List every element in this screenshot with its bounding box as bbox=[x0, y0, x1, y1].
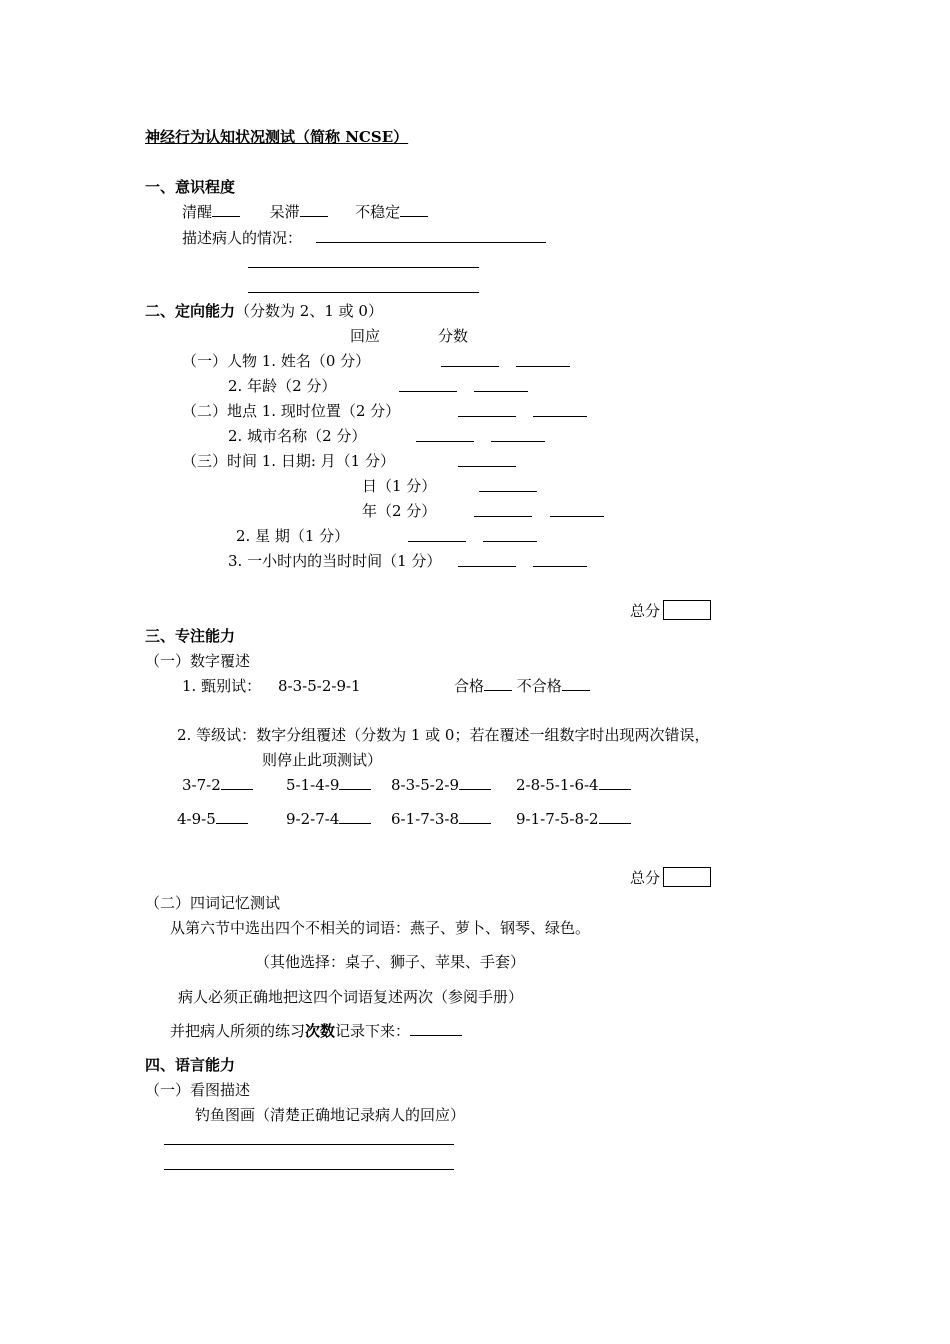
sequence-blank[interactable] bbox=[216, 809, 248, 824]
screening-test-label: 1. 甄别试： bbox=[182, 677, 262, 695]
sequence-blank[interactable] bbox=[221, 775, 253, 790]
response-blank[interactable] bbox=[474, 516, 532, 517]
fail-label: 不合格 bbox=[516, 677, 562, 695]
graded-test-line-2: 则停止此项测试） bbox=[262, 751, 383, 769]
sequence-blank[interactable] bbox=[339, 809, 371, 824]
option-unstable-label: 不稳定 bbox=[355, 203, 401, 221]
column-header-response: 回应 bbox=[350, 327, 381, 345]
describe-patient-label: 描述病人的情况： bbox=[182, 229, 303, 247]
section-heading-orientation: 二、定向能力 bbox=[145, 302, 236, 320]
orientation-score-note: （分数为 2、1 或 0） bbox=[235, 302, 383, 320]
response-blank[interactable] bbox=[458, 466, 516, 467]
attention-total-box[interactable] bbox=[663, 867, 711, 887]
orientation-person-name: （一）人物 1. 姓名（0 分） bbox=[182, 352, 371, 370]
option-alert-label: 清醒 bbox=[182, 203, 213, 221]
four-words-instruction: 从第六节中选出四个不相关的词语：燕子、萝卜、钢琴、绿色。 bbox=[170, 919, 591, 937]
orientation-time-year: 年（2 分） bbox=[362, 502, 437, 520]
option-dull-blank[interactable] bbox=[300, 202, 328, 217]
describe-line-1[interactable] bbox=[316, 242, 546, 243]
orientation-total-box[interactable] bbox=[663, 600, 711, 620]
alternative-words: （其他选择：桌子、狮子、苹果、手套） bbox=[255, 953, 526, 971]
describe-line-2[interactable] bbox=[248, 267, 479, 268]
score-blank[interactable] bbox=[516, 366, 570, 367]
orientation-place-current: （二）地点 1. 现时位置（2 分） bbox=[182, 402, 401, 420]
option-dull-label: 呆滞 bbox=[269, 203, 300, 221]
orientation-time-hour: 3. 一小时内的当时时间（1 分） bbox=[228, 552, 442, 570]
section-orientation-heading-row bbox=[145, 301, 383, 321]
score-blank[interactable] bbox=[483, 541, 537, 542]
sequence-blank[interactable] bbox=[599, 775, 631, 790]
consciousness-options-row bbox=[182, 202, 428, 222]
response-blank[interactable] bbox=[458, 416, 516, 417]
digit-sequence-item: 3-7-2 bbox=[182, 775, 253, 795]
screening-result-row bbox=[454, 676, 590, 696]
fishing-picture-instruction: 钓鱼图画（清楚正确地记录病人的回应） bbox=[195, 1106, 466, 1124]
orientation-total-label: 总分 bbox=[630, 602, 661, 620]
option-alert-blank[interactable] bbox=[212, 202, 240, 217]
sequence-blank[interactable] bbox=[459, 809, 491, 824]
subsection-picture-description: （一）看图描述 bbox=[145, 1081, 251, 1099]
graded-test-line-1: 2. 等级试：数字分组覆述（分数为 1 或 0；若在覆述一组数字时出现两次错误， bbox=[177, 726, 710, 744]
response-blank[interactable] bbox=[408, 541, 466, 542]
subsection-digit-repeat: （一）数字覆述 bbox=[145, 652, 251, 670]
picture-response-line-1[interactable] bbox=[164, 1144, 454, 1145]
section-heading-consciousness: 一、意识程度 bbox=[145, 178, 236, 196]
fail-blank[interactable] bbox=[562, 676, 590, 691]
sequence-blank[interactable] bbox=[339, 775, 371, 790]
subsection-four-word-memory: （二）四词记忆测试 bbox=[145, 894, 281, 912]
score-blank[interactable] bbox=[533, 416, 587, 417]
repeat-instruction: 病人必须正确地把这四个词语复述两次（参阅手册） bbox=[178, 988, 524, 1006]
describe-line-3[interactable] bbox=[248, 292, 479, 293]
column-header-score: 分数 bbox=[438, 327, 469, 345]
score-blank[interactable] bbox=[474, 391, 528, 392]
attention-total-label: 总分 bbox=[630, 869, 661, 887]
response-blank[interactable] bbox=[416, 441, 474, 442]
response-blank[interactable] bbox=[479, 491, 537, 492]
orientation-time-month: （三）时间 1. 日期: 月（1 分） bbox=[182, 452, 395, 470]
score-blank[interactable] bbox=[550, 516, 604, 517]
response-blank[interactable] bbox=[441, 366, 499, 367]
digit-sequence-item: 2-8-5-1-6-4 bbox=[516, 775, 631, 795]
screening-sequence: 8-3-5-2-9-1 bbox=[278, 677, 361, 695]
pass-label: 合格 bbox=[454, 677, 485, 695]
section-heading-language: 四、语言能力 bbox=[145, 1056, 236, 1074]
digit-sequence-item: 6-1-7-3-8 bbox=[391, 809, 491, 829]
digit-sequence-item: 9-2-7-4 bbox=[286, 809, 371, 829]
sequence-blank[interactable] bbox=[459, 775, 491, 790]
score-blank[interactable] bbox=[491, 441, 545, 442]
score-blank[interactable] bbox=[533, 566, 587, 567]
orientation-person-age: 2. 年龄（2 分） bbox=[228, 377, 337, 395]
digit-sequence-item: 5-1-4-9 bbox=[286, 775, 371, 795]
record-practice-count-row: 并把病人所须的练习次数记录下来： bbox=[170, 1021, 462, 1041]
sequence-blank[interactable] bbox=[599, 809, 631, 824]
page-title: 神经行为认知状况测试（简称 NCSE） bbox=[145, 128, 409, 146]
practice-count-blank[interactable] bbox=[410, 1021, 462, 1036]
response-blank[interactable] bbox=[399, 391, 457, 392]
orientation-time-day: 日（1 分） bbox=[362, 477, 437, 495]
response-blank[interactable] bbox=[458, 566, 516, 567]
option-unstable-blank[interactable] bbox=[400, 202, 428, 217]
digit-sequence-item: 8-3-5-2-9 bbox=[391, 775, 491, 795]
orientation-place-city: 2. 城市名称（2 分） bbox=[228, 427, 367, 445]
digit-sequence-item: 9-1-7-5-8-2 bbox=[516, 809, 631, 829]
section-heading-attention: 三、专注能力 bbox=[145, 627, 236, 645]
digit-sequence-item: 4-9-5 bbox=[177, 809, 248, 829]
orientation-time-weekday: 2. 星 期（1 分） bbox=[236, 527, 350, 545]
pass-blank[interactable] bbox=[484, 676, 512, 691]
picture-response-line-2[interactable] bbox=[164, 1169, 454, 1170]
